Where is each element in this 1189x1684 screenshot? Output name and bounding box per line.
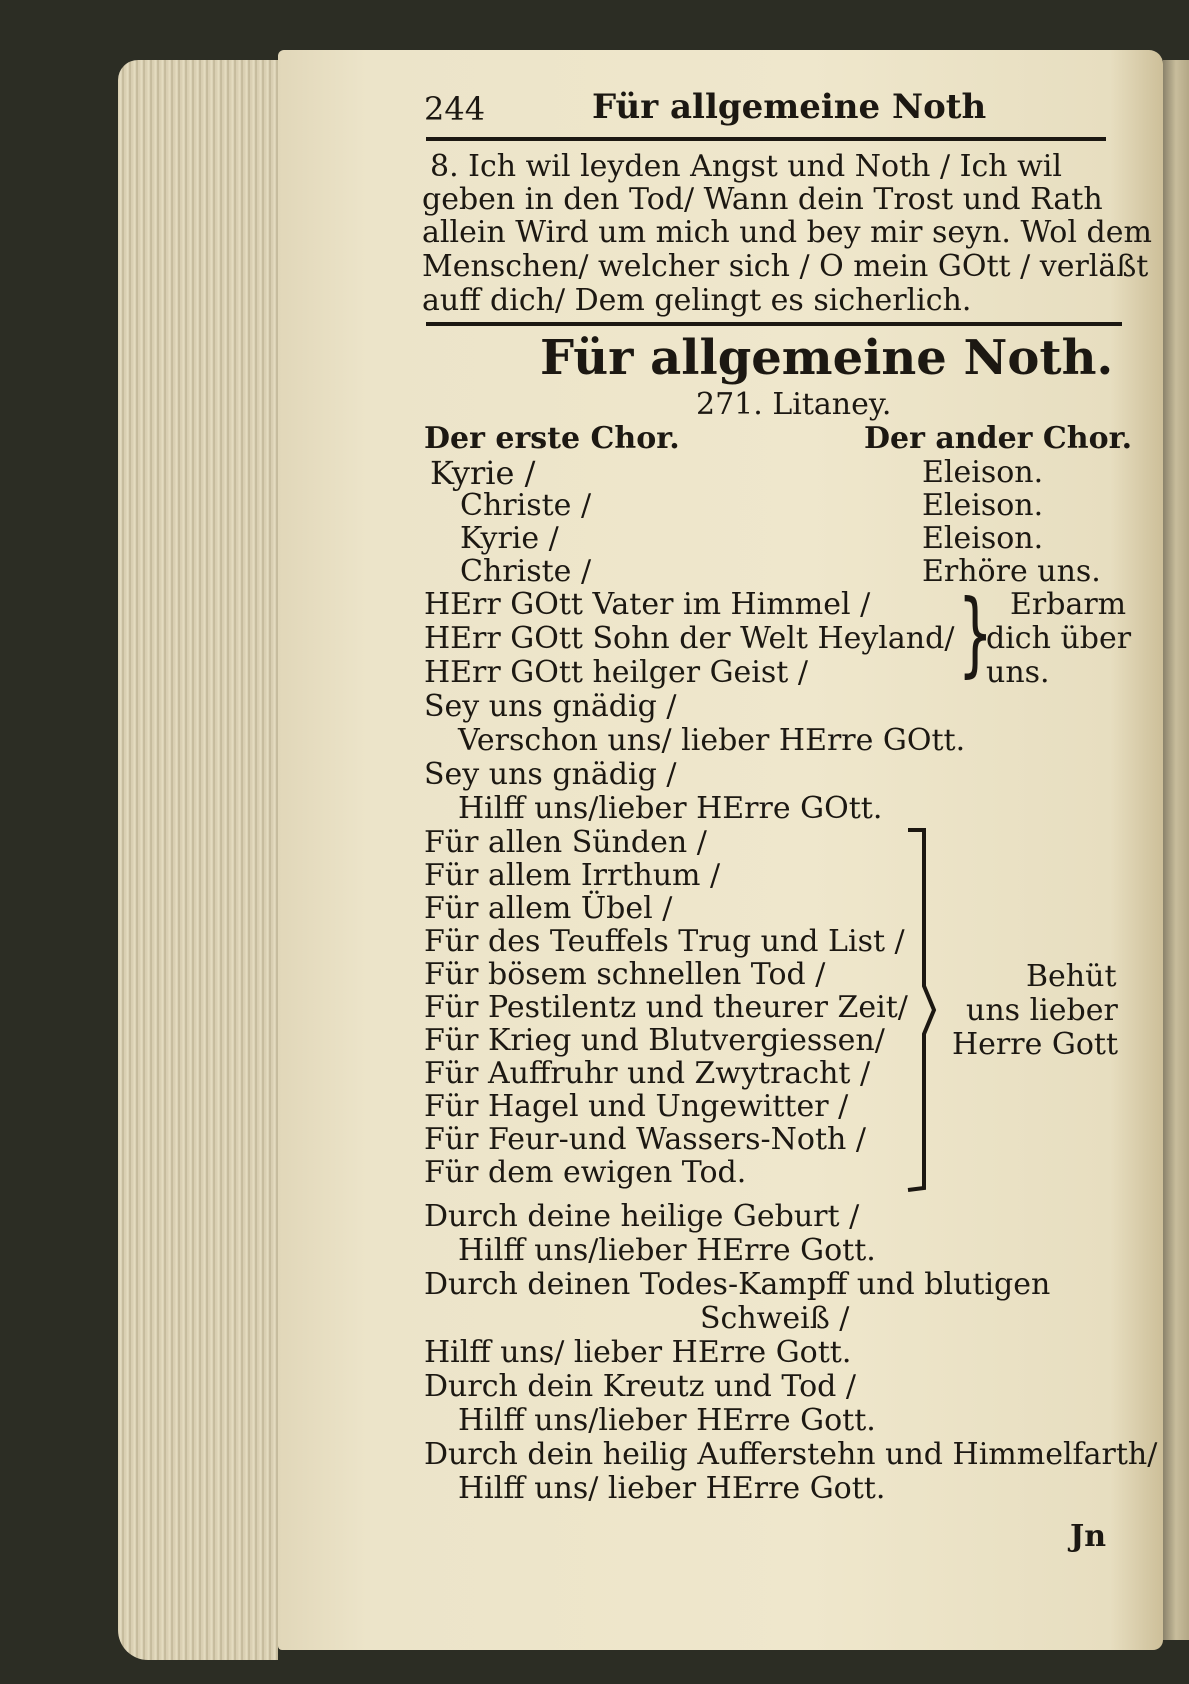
response-line: Hilff uns/lieber HErre GOtt.	[458, 791, 883, 826]
verse-line: auff dich/ Dem gelingt es sicherlich.	[422, 283, 972, 318]
petition-line: Für allem Irrthum /	[424, 858, 721, 893]
kyrie-response: Eleison.	[922, 455, 1044, 490]
page-edges	[118, 60, 278, 1660]
kyrie-line: Christe /	[460, 554, 592, 589]
trinity-line: HErr GOtt Sohn der Welt Heyland/	[424, 621, 955, 656]
petition-line: Sey uns gnädig /	[424, 689, 677, 724]
petition-line: Sey uns gnädig /	[424, 757, 677, 792]
petition-line: Für Auffruhr und Zwytracht /	[424, 1056, 871, 1091]
petition-line: Für Pestilentz und theurer Zeit/	[424, 990, 908, 1025]
petition-line: Für Feur-und Wassers-Noth /	[424, 1122, 866, 1157]
section-rule	[426, 322, 1122, 326]
kyrie-line: Christe /	[460, 488, 592, 523]
deliverance-response: uns lieber	[966, 993, 1118, 1028]
facing-page-edge	[1163, 60, 1189, 1640]
response-line: Verschon uns/ lieber HErre GOtt.	[458, 723, 966, 758]
verse-line: Menschen/ welcher sich / O mein GOtt / verläßt	[422, 249, 1149, 284]
page-number: 244	[424, 90, 486, 128]
header-rule	[426, 137, 1106, 141]
petition-line: Für des Teuffels Trug und List /	[424, 924, 905, 959]
petition-line: Für Hagel und Ungewitter /	[424, 1089, 849, 1124]
trinity-line: HErr GOtt heilger Geist /	[424, 655, 808, 690]
kyrie-response: Eleison.	[922, 521, 1044, 556]
petition-line: Durch deine heilige Geburt /	[424, 1199, 860, 1234]
petition-line: Durch dein Kreutz und Tod /	[424, 1369, 856, 1404]
petition-line: Für dem ewigen Tod.	[424, 1155, 747, 1190]
hymn-subtitle: 271. Litaney.	[696, 387, 892, 422]
kyrie-response: Eleison.	[922, 488, 1044, 523]
deliverance-response: Herre Gott	[952, 1027, 1119, 1062]
kyrie-line: Kyrie /	[460, 521, 559, 556]
petition-line: Für Krieg und Blutvergiessen/	[424, 1023, 885, 1058]
response-line: Hilff uns/ lieber HErre Gott.	[424, 1335, 852, 1370]
second-choir-label: Der ander Chor.	[864, 421, 1133, 456]
section-title: Für allgemeine Noth.	[540, 330, 1114, 386]
trinity-brace: }	[957, 580, 993, 687]
petition-line: Für bösem schnellen Tod /	[424, 957, 826, 992]
petition-line: Für allem Übel /	[424, 891, 673, 926]
running-title: Für allgemeine Noth	[592, 87, 987, 127]
response-line: Hilff uns/lieber HErre Gott.	[458, 1233, 876, 1268]
catchword: Jn	[1070, 1519, 1107, 1554]
trinity-response: Erbarm	[1010, 587, 1127, 622]
trinity-response: uns.	[986, 655, 1050, 690]
deliverance-brace	[902, 826, 942, 1196]
verse-line: geben in den Tod/ Wann dein Trost und Rath	[422, 182, 1103, 217]
response-line: Hilff uns/ lieber HErre Gott.	[458, 1471, 886, 1506]
verse-line: allein Wird um mich und bey mir seyn. Wol dem	[422, 215, 1152, 250]
trinity-line: HErr GOtt Vater im Himmel /	[424, 587, 871, 622]
response-line: Hilff uns/lieber HErre Gott.	[458, 1403, 876, 1438]
first-choir-label: Der erste Chor.	[424, 421, 680, 456]
petition-line: Für allen Sünden /	[424, 825, 707, 860]
petition-line: Durch dein heilig Aufferstehn und Himmelfarth/	[424, 1437, 1158, 1472]
verse-line: 8. Ich wil leyden Angst und Noth / Ich wil	[430, 149, 1062, 184]
kyrie-response: Erhöre uns.	[922, 554, 1101, 589]
kyrie-line: Kyrie /	[430, 454, 536, 492]
petition-line: Durch deinen Todes-Kampff und blutigen	[424, 1267, 1051, 1302]
trinity-response: dich über	[986, 621, 1132, 656]
petition-line: Schweiß /	[700, 1301, 850, 1336]
deliverance-response: Behüt	[1026, 959, 1117, 994]
